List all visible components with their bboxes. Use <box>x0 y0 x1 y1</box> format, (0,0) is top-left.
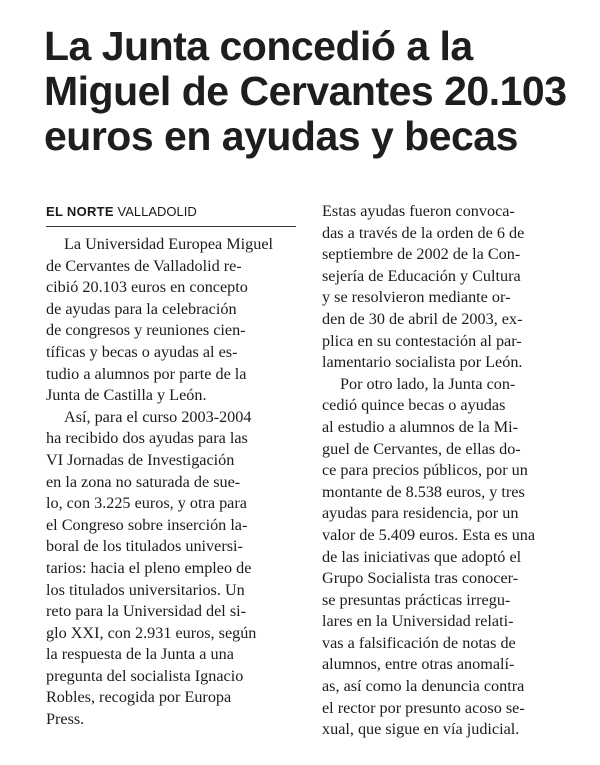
headline-line: euros en ayudas y becas <box>44 113 518 159</box>
text-line: reto para la Universidad del si- <box>46 602 247 621</box>
text-line: y se resolvieron mediante or- <box>322 288 511 307</box>
text-line: vas a falsificación de notas de <box>322 633 516 652</box>
text-line: alumnos, entre otras anomalí- <box>322 655 515 674</box>
headline <box>44 24 584 159</box>
text-line: lares en la Universidad relati- <box>322 612 514 631</box>
text-line: as, así como la denuncia contra <box>322 677 525 696</box>
text-line: ayudas para residencia, por un <box>322 504 519 523</box>
text-line: lo, con 3.225 euros, y otra para <box>46 494 247 513</box>
text-line: xual, que sigue en vía judicial. <box>322 720 520 739</box>
text-line: el rector por presunto acoso se- <box>322 698 525 717</box>
text-line: lamentario socialista por León. <box>322 353 523 372</box>
text-line: Grupo Socialista tras conocer- <box>322 569 519 588</box>
text-line: den de 30 de abril de 2003, ex- <box>322 309 523 328</box>
text-line: al estudio a alumnos de la Mi- <box>322 417 519 436</box>
text-line: guel de Cervantes, de ellas do- <box>322 439 521 458</box>
text-line: valor de 5.409 euros. Esta es una <box>322 525 536 544</box>
article-column-left <box>46 234 296 731</box>
text-line: tudio a alumnos por parte de la <box>46 364 247 383</box>
text-line: ce para precios públicos, por un <box>322 461 528 480</box>
text-line: cedió quince becas o ayudas <box>322 396 506 415</box>
text-line: de ayudas para la celebración <box>46 299 237 318</box>
text-line: se presuntas prácticas irregu- <box>322 590 511 609</box>
text-line: Estas ayudas fueron convoca- <box>322 202 515 220</box>
text-line: los titulados universitarios. Un <box>46 580 245 599</box>
text-line: cibió 20.103 euros en concepto <box>46 278 248 297</box>
text-line: tíficas y becas o ayudas al es- <box>46 342 238 361</box>
text-line: tarios: hacia el pleno empleo de <box>46 558 252 577</box>
text-line: de congresos y reuniones cien- <box>46 321 246 340</box>
text-line: Junta de Castilla y León. <box>46 386 207 405</box>
text-line: das a través de la orden de 6 de <box>322 223 525 242</box>
text-line: montante de 8.538 euros, y tres <box>322 482 525 501</box>
text-line: Press. <box>46 710 85 729</box>
text-line: sejería de Educación y Cultura <box>322 266 521 285</box>
text-line: Por otro lado, la Junta con- <box>340 374 516 393</box>
text-line: de las iniciativas que adoptó el <box>322 547 522 566</box>
text-line: La Universidad Europea Miguel <box>64 235 274 253</box>
text-line: la respuesta de la Junta a una <box>46 645 234 664</box>
text-line: pregunta del socialista Ignacio <box>46 666 244 685</box>
byline-place: VALLADOLID <box>117 204 197 219</box>
text-line: de Cervantes de Valladolid re- <box>46 256 242 275</box>
headline-line: Miguel de Cervantes 20.103 <box>44 68 567 114</box>
text-line: septiembre de 2002 de la Con- <box>322 245 521 264</box>
article-column-right <box>322 201 572 741</box>
text-line: Así, para el curso 2003-2004 <box>64 407 252 426</box>
byline <box>46 204 296 227</box>
text-line: boral de los titulados universi- <box>46 537 243 556</box>
text-line: en la zona no saturada de sue- <box>46 472 241 491</box>
text-line: glo XXI, con 2.931 euros, según <box>46 623 257 642</box>
text-line: ha recibido dos ayudas para las <box>46 429 248 448</box>
headline-line: La Junta concedió a la <box>44 23 473 69</box>
text-line: plica en su contestación al par- <box>322 331 522 350</box>
text-line: VI Jornadas de Investigación <box>46 450 235 469</box>
byline-outlet: EL NORTE <box>46 204 114 219</box>
text-line: el Congreso sobre inserción la- <box>46 515 248 534</box>
text-line: Robles, recogida por Europa <box>46 688 232 707</box>
